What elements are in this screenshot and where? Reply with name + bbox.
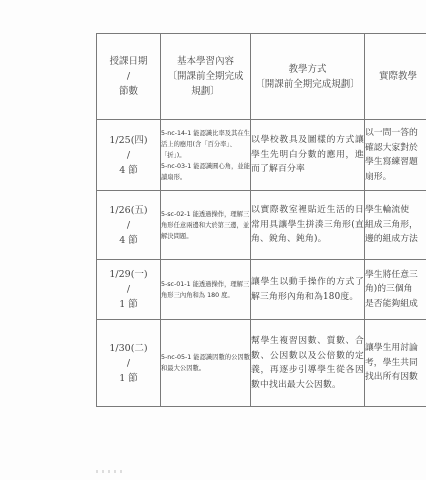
- date-cell: 1/25(四) / 4 節: [97, 120, 161, 191]
- date-cell: 1/30(二) / 1 節: [97, 320, 161, 407]
- method-cell: 讓學生以動手操作的方式了解三角形內角和為180度。: [251, 260, 365, 320]
- actual-cell: 以一問一答的 確認大家對於 學生寫練習題 扇形。: [365, 120, 426, 191]
- header-date-periods: 授課日期 / 節數: [97, 34, 161, 120]
- method-cell: 以實際教室裡貼近生活的日常用具讓學生拼湊三角形(直角、銳角、鈍角)。: [251, 191, 365, 260]
- table-row: [97, 260, 426, 320]
- content-cell: 5-sc-02-1 能透過操作，理解三角形任意兩邊和大於第三邊，並解決問題。: [161, 191, 251, 260]
- content-cell: 5-nc-05-1 能認識因數的公因數和最大公因數。: [161, 320, 251, 407]
- content-cell: 5-nc-14-1 能認識比率及其在生活上的應用(含「百分率」、「折」)。 5-nc-03-1 能認識圓心角，並能讀扇形。: [161, 120, 251, 191]
- method-cell: 以學校教具及圖樣的方式讓學生先明白分數的應用，進而了解百分率: [251, 120, 365, 191]
- actual-cell: 學生將任意三 角)的三個角 是否能夠組成: [365, 260, 426, 320]
- header-actual-teaching: 實際教學: [365, 34, 426, 120]
- table-row: [97, 120, 426, 191]
- actual-cell: 讓學生用討論 考，學生共同 找出所有因數: [365, 320, 426, 407]
- date-cell: 1/26(五) / 4 節: [97, 191, 161, 260]
- teaching-plan-table: [96, 33, 426, 407]
- header-basic-content: 基本學習內容 〔開課前全期完成 規劃〕: [161, 34, 251, 120]
- table-row: [97, 320, 426, 407]
- content-cell: 5-sc-01-1 能透過操作，理解三角形三內角和為 180 度。: [161, 260, 251, 320]
- table-header-row: [97, 34, 426, 120]
- actual-cell: 學生輪流使 組成三角形， 邊的組成方法: [365, 191, 426, 260]
- date-cell: 1/29(一) / 1 節: [97, 260, 161, 320]
- scan-smudge: [96, 470, 126, 473]
- method-cell: 幫學生複習因數、質數、合數、公因數以及公倍數的定義，再逐步引導學生從各因數中找出最大公因數。: [251, 320, 365, 407]
- header-teaching-method: 教學方式 〔開課前全期完成規劃〕: [251, 34, 365, 120]
- table-row: [97, 191, 426, 260]
